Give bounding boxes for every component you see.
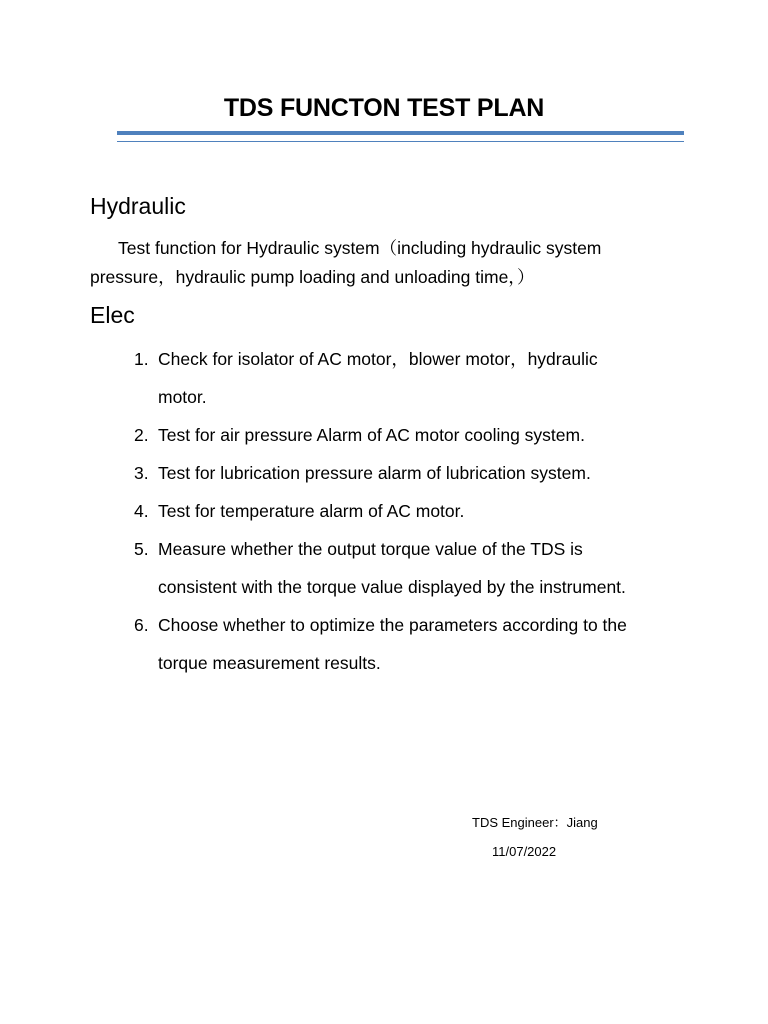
list-item-number: 1. — [134, 349, 149, 369]
list-item-line: Test for temperature alarm of AC motor. — [158, 501, 465, 521]
list-item — [134, 530, 698, 606]
list-item-line: Check for isolator of AC motor，blower motor，hydraulic — [158, 349, 598, 369]
list-item — [134, 340, 698, 416]
list-item — [134, 606, 698, 682]
document-title: TDS FUNCTON TEST PLAN — [223, 94, 545, 122]
list-item-line: motor. — [158, 387, 207, 407]
list-item-number: 6. — [134, 615, 149, 635]
elec-heading: Elec — [90, 302, 135, 328]
list-item-number: 2. — [134, 425, 149, 445]
list-item-line: Test for air pressure Alarm of AC motor cooling system. — [158, 425, 585, 445]
signature-engineer: TDS Engineer：Jiang — [472, 815, 598, 830]
title-underline-thick — [117, 131, 684, 135]
list-item-number: 4. — [134, 501, 149, 521]
list-item-line: consistent with the torque value displayed by the instrument. — [158, 577, 626, 597]
list-item-line: torque measurement results. — [158, 653, 381, 673]
list-item-line: Choose whether to optimize the parameters according to the — [158, 615, 627, 635]
hydraulic-heading: Hydraulic — [90, 193, 186, 219]
hydraulic-paragraph-line-1: Test function for Hydraulic system（including hydraulic system — [118, 238, 602, 258]
signature-date: 11/07/2022 — [492, 844, 557, 859]
list-item-number: 5. — [134, 539, 149, 559]
list-item-line: Test for lubrication pressure alarm of lubrication system. — [158, 463, 591, 483]
title-underline-thin — [117, 141, 684, 142]
list-item — [134, 454, 698, 492]
hydraulic-paragraph-line-2: pressure，hydraulic pump loading and unloading time，） — [90, 267, 535, 287]
list-item-number: 3. — [134, 463, 149, 483]
elec-test-list — [134, 340, 698, 682]
hydraulic-paragraph — [90, 234, 670, 292]
list-item — [134, 416, 698, 454]
list-item-line: Measure whether the output torque value of the TDS is — [158, 539, 583, 559]
list-item — [134, 492, 698, 530]
